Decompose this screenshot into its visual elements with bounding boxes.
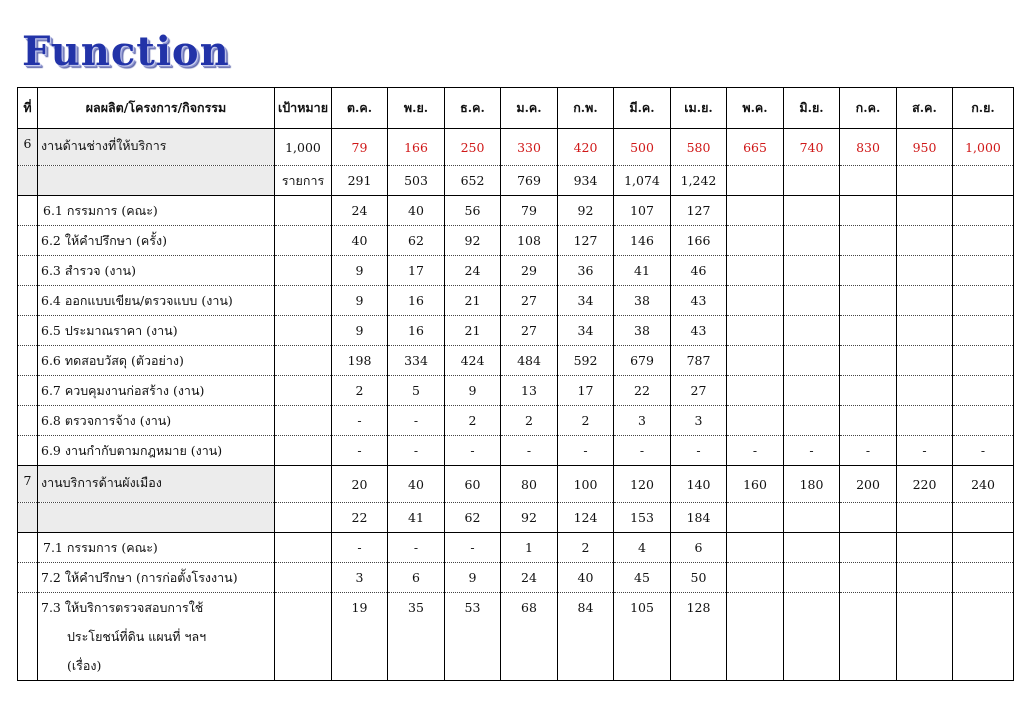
- row-no: 7: [18, 466, 38, 503]
- target-value: [275, 533, 332, 563]
- month-value: [727, 196, 784, 226]
- month-value: -: [614, 436, 671, 466]
- item-name-line: (เรื่อง): [67, 658, 102, 673]
- table-row: [18, 346, 1014, 376]
- header-month: พ.ค.: [727, 88, 784, 129]
- month-value: 79: [332, 129, 388, 166]
- month-value: 53: [445, 593, 501, 681]
- month-value: [727, 376, 784, 406]
- row-no: 6: [18, 129, 38, 166]
- month-value: 9: [332, 316, 388, 346]
- month-value: [897, 376, 953, 406]
- row-no: [18, 196, 38, 226]
- month-value: 40: [558, 563, 614, 593]
- month-value: 34: [558, 316, 614, 346]
- month-value: 128: [671, 593, 727, 681]
- month-value: -: [388, 406, 445, 436]
- month-value: 1,000: [953, 129, 1014, 166]
- month-value: 43: [671, 316, 727, 346]
- month-value: [784, 406, 840, 436]
- header-month: ส.ค.: [897, 88, 953, 129]
- month-value: 153: [614, 503, 671, 533]
- month-value: [840, 196, 897, 226]
- month-value: [897, 316, 953, 346]
- month-value: [953, 593, 1014, 681]
- table-row: [18, 286, 1014, 316]
- month-value: [897, 406, 953, 436]
- month-value: 92: [501, 503, 558, 533]
- month-value: 5: [388, 376, 445, 406]
- month-value: -: [332, 436, 388, 466]
- month-value: 41: [614, 256, 671, 286]
- month-value: [953, 533, 1014, 563]
- row-no: [18, 406, 38, 436]
- month-value: [953, 316, 1014, 346]
- month-value: [897, 563, 953, 593]
- item-name: 6.1 กรรมการ (คณะ): [38, 196, 275, 226]
- table-row: [18, 376, 1014, 406]
- month-value: [784, 376, 840, 406]
- target-value: [275, 503, 332, 533]
- month-value: [840, 563, 897, 593]
- month-value: 107: [614, 196, 671, 226]
- month-value: 2: [445, 406, 501, 436]
- month-value: 17: [388, 256, 445, 286]
- month-value: 334: [388, 346, 445, 376]
- target-value: [275, 226, 332, 256]
- month-value: 830: [840, 129, 897, 166]
- month-value: [840, 503, 897, 533]
- item-name: 6.7 ควบคุมงานก่อสร้าง (งาน): [38, 376, 275, 406]
- month-value: 3: [671, 406, 727, 436]
- month-value: [727, 593, 784, 681]
- header-name: ผลผลิต/โครงการ/กิจกรรม: [38, 88, 275, 129]
- month-value: 35: [388, 593, 445, 681]
- month-value: 330: [501, 129, 558, 166]
- row-no: [18, 286, 38, 316]
- month-value: 500: [614, 129, 671, 166]
- month-value: 679: [614, 346, 671, 376]
- month-value: 29: [501, 256, 558, 286]
- row-no: [18, 316, 38, 346]
- month-value: [897, 533, 953, 563]
- section-name: งานบริการด้านผังเมือง: [38, 466, 275, 503]
- month-value: [727, 346, 784, 376]
- month-value: 50: [671, 563, 727, 593]
- month-value: 27: [501, 316, 558, 346]
- month-value: [840, 166, 897, 196]
- month-value: 3: [332, 563, 388, 593]
- header-month: ม.ค.: [501, 88, 558, 129]
- month-value: 127: [671, 196, 727, 226]
- month-value: 36: [558, 256, 614, 286]
- item-name: 7.1 กรรมการ (คณะ): [38, 533, 275, 563]
- item-name-multiline: [38, 593, 275, 681]
- header-month: มิ.ย.: [784, 88, 840, 129]
- month-value: 2: [558, 406, 614, 436]
- month-value: [840, 286, 897, 316]
- month-value: [784, 533, 840, 563]
- function-table: [17, 87, 1014, 681]
- table-row: [18, 226, 1014, 256]
- month-value: 2: [558, 533, 614, 563]
- month-value: [840, 316, 897, 346]
- item-name: 6.6 ทดสอบวัสดุ (ตัวอย่าง): [38, 346, 275, 376]
- month-value: 40: [388, 466, 445, 503]
- header-month: พ.ย.: [388, 88, 445, 129]
- month-value: -: [445, 436, 501, 466]
- month-value: 180: [784, 466, 840, 503]
- month-value: [784, 166, 840, 196]
- month-value: 787: [671, 346, 727, 376]
- month-value: [840, 533, 897, 563]
- target-value: [275, 436, 332, 466]
- month-value: 13: [501, 376, 558, 406]
- target-value: [275, 286, 332, 316]
- month-value: [727, 406, 784, 436]
- month-value: 184: [671, 503, 727, 533]
- month-value: 160: [727, 466, 784, 503]
- target-value: [275, 346, 332, 376]
- month-value: 22: [332, 503, 388, 533]
- month-value: 92: [558, 196, 614, 226]
- header-no: ที่: [18, 88, 38, 129]
- section-name-cont: [38, 503, 275, 533]
- month-value: 40: [332, 226, 388, 256]
- table-row: [18, 129, 1014, 166]
- month-value: 127: [558, 226, 614, 256]
- table-row: [18, 563, 1014, 593]
- month-value: [897, 593, 953, 681]
- month-value: 146: [614, 226, 671, 256]
- month-value: [840, 256, 897, 286]
- month-value: 62: [445, 503, 501, 533]
- month-value: [897, 346, 953, 376]
- month-value: -: [388, 436, 445, 466]
- month-value: [953, 346, 1014, 376]
- month-value: 2: [332, 376, 388, 406]
- month-value: [727, 166, 784, 196]
- table-row: [18, 196, 1014, 226]
- month-value: 60: [445, 466, 501, 503]
- item-name: 6.3 สำรวจ (งาน): [38, 256, 275, 286]
- month-value: 6: [671, 533, 727, 563]
- month-value: 27: [671, 376, 727, 406]
- row-no: [18, 226, 38, 256]
- section-name: งานด้านช่างที่ให้บริการ: [38, 129, 275, 166]
- item-name: 6.5 ประมาณราคา (งาน): [38, 316, 275, 346]
- month-value: 84: [558, 593, 614, 681]
- header-month: ก.ค.: [840, 88, 897, 129]
- month-value: 6: [388, 563, 445, 593]
- month-value: 220: [897, 466, 953, 503]
- table-row: [18, 436, 1014, 466]
- row-no: [18, 346, 38, 376]
- month-value: [840, 406, 897, 436]
- month-value: [727, 503, 784, 533]
- month-value: [727, 256, 784, 286]
- month-value: 3: [614, 406, 671, 436]
- month-value: [953, 376, 1014, 406]
- item-name-line: 7.3 ให้บริการตรวจสอบการใช้: [41, 600, 204, 615]
- section-name-cont: [38, 166, 275, 196]
- table-row: [18, 256, 1014, 286]
- page-title: Function: [22, 28, 230, 75]
- month-value: -: [332, 533, 388, 563]
- month-value: [727, 533, 784, 563]
- month-value: 21: [445, 316, 501, 346]
- month-value: 34: [558, 286, 614, 316]
- table-row: [18, 503, 1014, 533]
- month-value: 38: [614, 316, 671, 346]
- header-month: มี.ค.: [614, 88, 671, 129]
- month-value: 80: [501, 466, 558, 503]
- month-value: 166: [388, 129, 445, 166]
- month-value: [897, 226, 953, 256]
- month-value: 934: [558, 166, 614, 196]
- month-value: 100: [558, 466, 614, 503]
- month-value: 200: [840, 466, 897, 503]
- month-value: 240: [953, 466, 1014, 503]
- row-no: [18, 593, 38, 681]
- table-row: [18, 316, 1014, 346]
- month-value: -: [332, 406, 388, 436]
- month-value: -: [897, 436, 953, 466]
- month-value: -: [558, 436, 614, 466]
- month-value: -: [501, 436, 558, 466]
- item-name: 6.9 งานกำกับตามกฎหมาย (งาน): [38, 436, 275, 466]
- month-value: 166: [671, 226, 727, 256]
- month-value: [840, 593, 897, 681]
- target-value: [275, 593, 332, 681]
- month-value: -: [388, 533, 445, 563]
- month-value: -: [727, 436, 784, 466]
- month-value: 484: [501, 346, 558, 376]
- row-no: [18, 563, 38, 593]
- month-value: 2: [501, 406, 558, 436]
- month-value: 79: [501, 196, 558, 226]
- header-month: ก.ย.: [953, 88, 1014, 129]
- month-value: -: [784, 436, 840, 466]
- month-value: 665: [727, 129, 784, 166]
- header-month: ก.พ.: [558, 88, 614, 129]
- month-value: 16: [388, 286, 445, 316]
- month-value: 17: [558, 376, 614, 406]
- month-value: [784, 196, 840, 226]
- header-month: เม.ย.: [671, 88, 727, 129]
- target-value: 1,000: [275, 129, 332, 166]
- month-value: [953, 166, 1014, 196]
- month-value: 250: [445, 129, 501, 166]
- month-value: [897, 286, 953, 316]
- item-name: 6.4 ออกแบบเขียน/ตรวจแบบ (งาน): [38, 286, 275, 316]
- target-value: [275, 563, 332, 593]
- month-value: 740: [784, 129, 840, 166]
- target-value: [275, 196, 332, 226]
- item-name: 7.2 ให้คำปรึกษา (การก่อตั้งโรงงาน): [38, 563, 275, 593]
- month-value: 140: [671, 466, 727, 503]
- item-name-line: ประโยชน์ที่ดิน แผนที่ ฯลฯ: [67, 629, 207, 644]
- month-value: 120: [614, 466, 671, 503]
- month-value: 198: [332, 346, 388, 376]
- month-value: 56: [445, 196, 501, 226]
- month-value: 105: [614, 593, 671, 681]
- month-value: [953, 286, 1014, 316]
- month-value: [897, 166, 953, 196]
- item-name: 6.2 ให้คำปรึกษา (ครั้ง): [38, 226, 275, 256]
- month-value: 124: [558, 503, 614, 533]
- month-value: 68: [501, 593, 558, 681]
- table-row: [18, 166, 1014, 196]
- month-value: 92: [445, 226, 501, 256]
- header-target: เป้าหมาย: [275, 88, 332, 129]
- month-value: [784, 563, 840, 593]
- month-value: 46: [671, 256, 727, 286]
- table-row: [18, 593, 1014, 681]
- month-value: 503: [388, 166, 445, 196]
- row-no: [18, 256, 38, 286]
- month-value: -: [445, 533, 501, 563]
- month-value: 291: [332, 166, 388, 196]
- month-value: 424: [445, 346, 501, 376]
- month-value: [727, 316, 784, 346]
- target-value: [275, 376, 332, 406]
- month-value: [727, 226, 784, 256]
- header-row: [18, 88, 1014, 129]
- month-value: 420: [558, 129, 614, 166]
- month-value: 9: [445, 376, 501, 406]
- month-value: [784, 256, 840, 286]
- month-value: [840, 346, 897, 376]
- row-no: [18, 166, 38, 196]
- month-value: 1,074: [614, 166, 671, 196]
- month-value: 108: [501, 226, 558, 256]
- month-value: [784, 226, 840, 256]
- month-value: [897, 196, 953, 226]
- header-month: ธ.ค.: [445, 88, 501, 129]
- target-value: [275, 406, 332, 436]
- month-value: 62: [388, 226, 445, 256]
- month-value: [840, 376, 897, 406]
- month-value: [953, 226, 1014, 256]
- item-name: 6.8 ตรวจการจ้าง (งาน): [38, 406, 275, 436]
- month-value: [784, 503, 840, 533]
- month-value: [953, 503, 1014, 533]
- month-value: 27: [501, 286, 558, 316]
- month-value: [953, 563, 1014, 593]
- target-value: [275, 256, 332, 286]
- month-value: [953, 406, 1014, 436]
- month-value: 1: [501, 533, 558, 563]
- month-value: 43: [671, 286, 727, 316]
- month-value: 20: [332, 466, 388, 503]
- month-value: 45: [614, 563, 671, 593]
- month-value: 769: [501, 166, 558, 196]
- month-value: 9: [332, 256, 388, 286]
- month-value: 9: [445, 563, 501, 593]
- month-value: [897, 256, 953, 286]
- month-value: 19: [332, 593, 388, 681]
- month-value: 592: [558, 346, 614, 376]
- month-value: [784, 593, 840, 681]
- month-value: -: [671, 436, 727, 466]
- month-value: -: [953, 436, 1014, 466]
- month-value: [784, 346, 840, 376]
- target-value: [275, 466, 332, 503]
- month-value: 16: [388, 316, 445, 346]
- month-value: [897, 503, 953, 533]
- month-value: 38: [614, 286, 671, 316]
- table-row: [18, 533, 1014, 563]
- month-value: 40: [388, 196, 445, 226]
- month-value: [784, 316, 840, 346]
- row-no: [18, 376, 38, 406]
- month-value: 950: [897, 129, 953, 166]
- target-unit: รายการ: [275, 166, 332, 196]
- row-no: [18, 436, 38, 466]
- month-value: [953, 196, 1014, 226]
- month-value: [953, 256, 1014, 286]
- month-value: 41: [388, 503, 445, 533]
- table-row: [18, 406, 1014, 436]
- header-month: ต.ค.: [332, 88, 388, 129]
- month-value: 22: [614, 376, 671, 406]
- month-value: 652: [445, 166, 501, 196]
- month-value: 9: [332, 286, 388, 316]
- month-value: 24: [501, 563, 558, 593]
- table-row: [18, 466, 1014, 503]
- month-value: [727, 286, 784, 316]
- month-value: -: [840, 436, 897, 466]
- month-value: 4: [614, 533, 671, 563]
- month-value: 24: [445, 256, 501, 286]
- target-value: [275, 316, 332, 346]
- month-value: 24: [332, 196, 388, 226]
- row-no: [18, 503, 38, 533]
- month-value: 1,242: [671, 166, 727, 196]
- month-value: 21: [445, 286, 501, 316]
- month-value: [727, 563, 784, 593]
- month-value: 580: [671, 129, 727, 166]
- month-value: [784, 286, 840, 316]
- row-no: [18, 533, 38, 563]
- month-value: [840, 226, 897, 256]
